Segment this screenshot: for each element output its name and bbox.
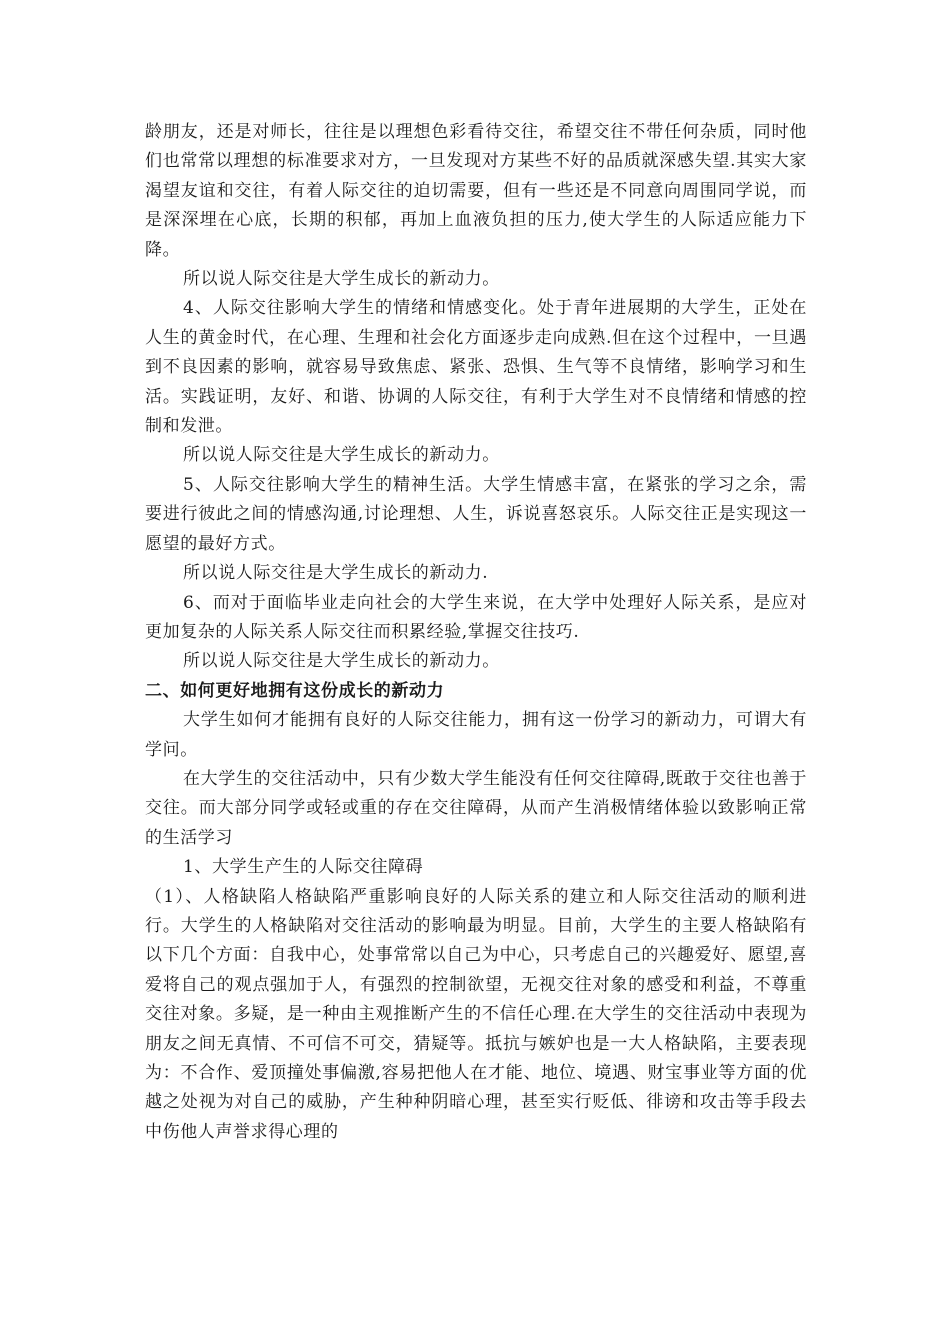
paragraph-point-6: 6、而对于面临毕业走向社会的大学生来说，在大学中处理好人际关系，是应对更加复杂的人际关系人际交往而积累经验,掌握交往技巧. [145, 592, 807, 642]
document-page [145, 118, 807, 1147]
paragraph-point-4: 4、人际交往影响大学生的情绪和情感变化。处于青年进展期的大学生，正处在人生的黄金时代，在心理、生理和社会化方面逐步走向成熟.但在这个过程中，一旦遇到不良因素的影响，就容易导致焦虑、紧张、恐惧、生气等不良情绪，影响学习和生活。实践证明，友好、和谐、协调的人际交往，有利于大学生对不良情绪和情感的控制和发泄。 [145, 298, 807, 437]
paragraph-conclusion: 所以说人际交往是大学生成长的新动力。 [183, 651, 500, 672]
paragraph-conclusion: 所以说人际交往是大学生成长的新动力. [183, 563, 489, 584]
paragraph-conclusion: 所以说人际交往是大学生成长的新动力。 [183, 269, 500, 290]
paragraph-obstacles: 在大学生的交往活动中，只有少数大学生能没有任何交往障碍,既敢于交往也善于交往。而大部分同学或轻或重的存在交往障碍，从而产生消极情绪体验以致影响正常的生活学习 [145, 768, 807, 848]
paragraph-point-5: 5、人际交往影响大学生的精神生活。大学生情感丰富，在紧张的学习之余，需要进行彼此之间的情感沟通,讨论理想、人生，诉说喜怒哀乐。人际交往正是实现这一愿望的最好方式。 [145, 474, 807, 554]
paragraph-continuation: 龄朋友，还是对师长，往往是以理想色彩看待交往，希望交往不带任何杂质，同时他们也常常以理想的标准要求对方，一旦发现对方某些不好的品质就深感失望.其实大家渴望友谊和交往，有着人际交往的迫切需要，但有一些还是不同意向周围同学说，而是深深埋在心底，长期的积郁，再加上血液负担的压力,使大学生的人际适应能力下降。 [145, 122, 807, 260]
section-heading: 二、如何更好地拥有这份成长的新动力 [145, 680, 445, 701]
paragraph-intro: 大学生如何才能拥有良好的人际交往能力，拥有这一份学习的新动力，可谓大有学问。 [145, 710, 807, 760]
paragraph-personality-defects: （1）、人格缺陷人格缺陷严重影响良好的人际关系的建立和人际交往活动的顺利进行。大学生的人格缺陷对交往活动的影响最为明显。目前，大学生的主要人格缺陷有以下几个方面：自我中心，处事常常以自己为中心，只考虑自己的兴趣爱好、愿望,喜爱将自己的观点强加于人，有强烈的控制欲望，无视交往对象的感受和利益，不尊重交往对象。多疑，是一种由主观推断产生的不信任心理.在大学生的交往活动中表现为朋友之间无真情、不可信不可交，猜疑等。抵抗与嫉妒也是一大人格缺陷，主要表现为：不合作、爱顶撞处事偏激,容易把他人在才能、地位、境遇、财宝事业等方面的优越之处视为对自己的威胁，产生种种阴暗心理，甚至实行贬低、徘谤和攻击等手段去中伤他人声誉求得心理的 [145, 886, 807, 1142]
subsection-heading: 1、大学生产生的人际交往障碍 [183, 857, 424, 878]
paragraph-conclusion: 所以说人际交往是大学生成长的新动力。 [183, 445, 500, 466]
